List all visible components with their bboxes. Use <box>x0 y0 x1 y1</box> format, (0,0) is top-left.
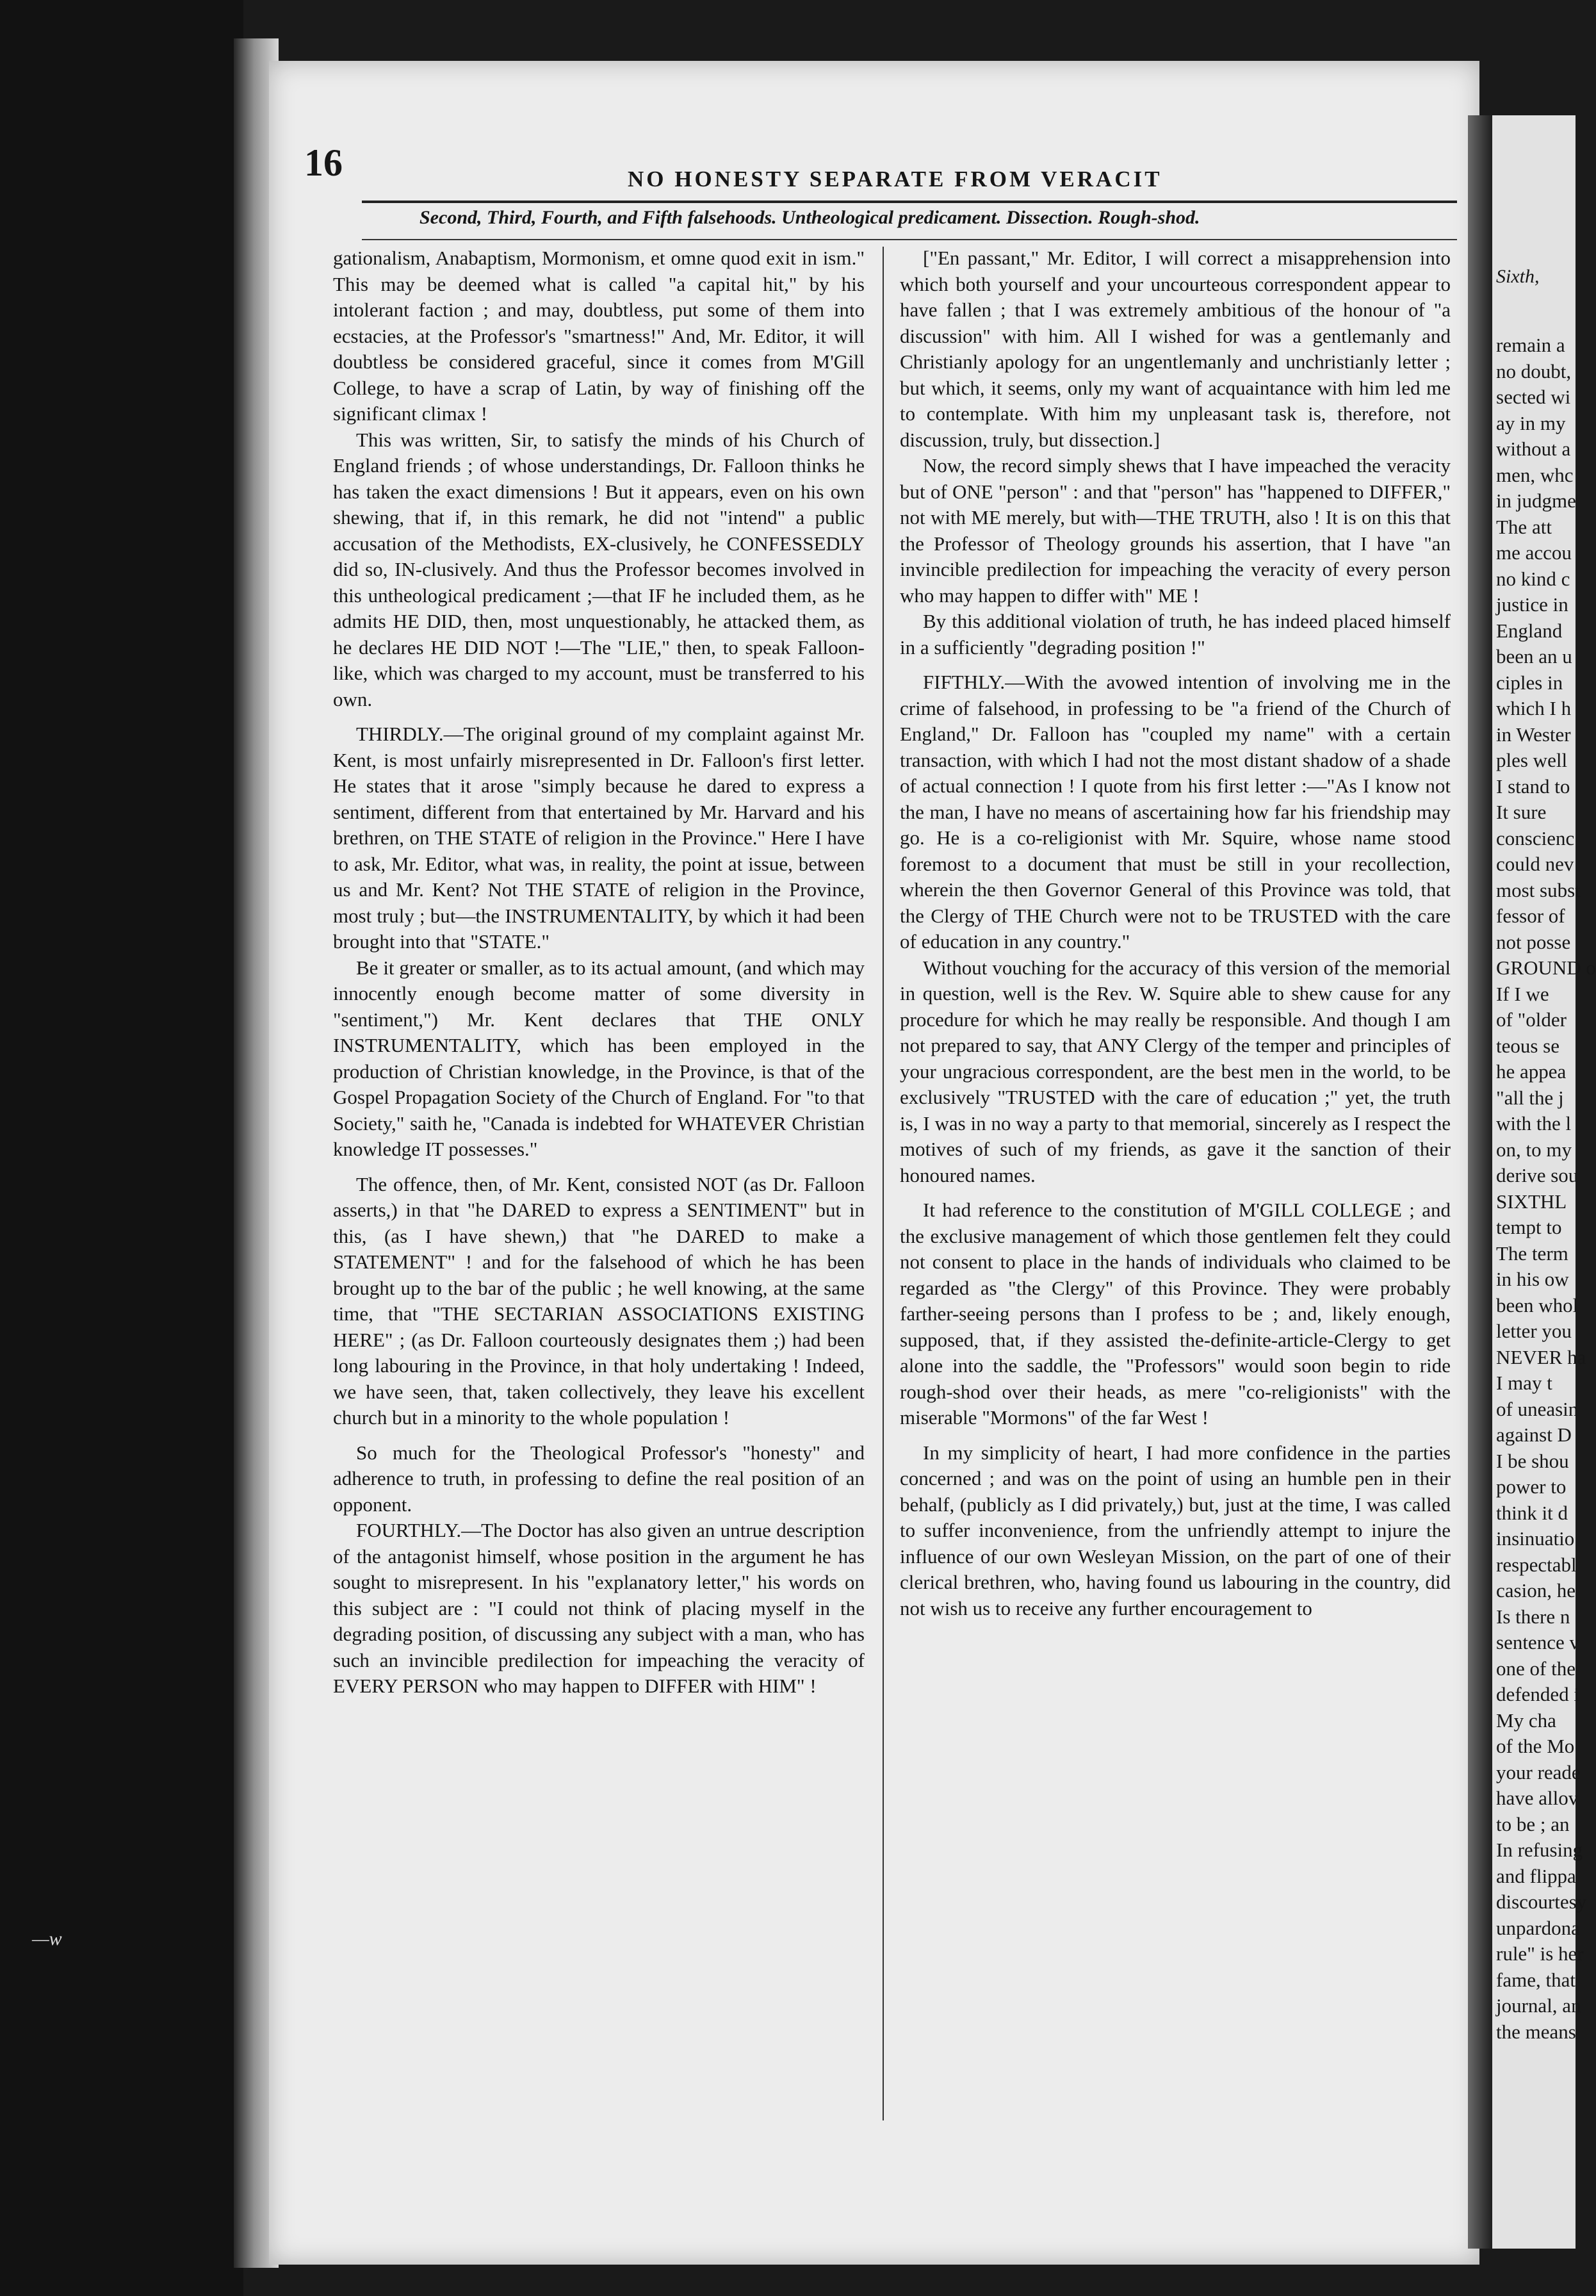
column-rule <box>883 247 884 2120</box>
facing-page-line: of the Mo <box>1496 1735 1575 1757</box>
facing-page-line: which I h <box>1496 697 1572 719</box>
facing-page-line: to be ; an <box>1496 1812 1570 1835</box>
paragraph: This was written, Sir, to satisfy the minds of his Church of England friends ; of whose understandings, Dr. Falloon thinks he has taken the exact dimensions ! But it appears, even on his own shewing, that if, in this remark, he did not "intend" a public accusation of the Methodists, EX-clusively, he CONFESSEDLY did so, IN-clusively. And thus the Professor becomes involved in this untheological predicament ;—that IF he included them, as he admits HE DID, then, most unquestionably, he attacked them, as he declares HE DID NOT !—The "LIE," then, to speak Falloon-like, which was charged to my account, must be transferred to his own. <box>333 428 865 710</box>
facing-page-line: justice in <box>1496 593 1568 616</box>
facing-page-lines <box>1492 332 1596 2045</box>
facing-page-line: fame, that <box>1496 1968 1576 1991</box>
facing-page-line: me accou <box>1496 541 1572 564</box>
facing-page-line: your reade <box>1496 1760 1581 1784</box>
facing-page-line: ciples in <box>1496 671 1563 694</box>
paragraph: ["En passant," Mr. Editor, I will correct a misapprehension into which both yourself and your uncourteous correspondent appear to have fallen ; that I was extremely ambitious of the honour of "a discussion" with him. All I wished for was a gentlemanly and Christianly apology for an ungentlemanly and unchristianly letter ; but which, it seems, only my want of acquaintance with him led me to contemplate. With him my unpleasant task is, therefore, not discussion, truly, but dissection.] <box>900 247 1451 451</box>
facing-page-line: Is there n <box>1496 1605 1570 1628</box>
paragraph: The offence, then, of Mr. Kent, consisted NOT (as Dr. Falloon asserts,) in that "he DARED to express a SENTIMENT" but in this, (as I have shewn,) that "he DARED to make a STATEMENT" ! and for the falsehood of which he has been brought up to the bar of the public ; he well knowing, at the same time, that "THE SECTARIAN ASSOCIATIONS EXISTING HERE" ; (as Dr. Falloon courteously designates them ;) had been long labouring in the Province, in that holy undertaking ! Indeed, we have seen, that, taken collectively, they leave his excellent church but in a minority to the whole population ! <box>333 1172 865 1429</box>
facing-page-line: on, to my <box>1496 1138 1572 1161</box>
facing-page-line: been an u <box>1496 645 1572 668</box>
facing-page-line: could nev <box>1496 853 1574 875</box>
facing-page-line: conscienc <box>1496 826 1575 849</box>
running-head: NO HONESTY SEPARATE FROM VERACIT <box>628 167 1162 192</box>
facing-page-line: I may t <box>1496 1372 1552 1394</box>
facing-page-line: no kind c <box>1496 567 1570 590</box>
paragraph: Without vouching for the accuracy of this version of the memorial in question, well is the Rev. W. Squire able to shew cause for any procedure for which he may really be responsible. And though I am not prepared to say, that ANY Clergy of the temper and principles of your ungracious correspondent, are the best men in the world, to be exclusively "TRUSTED with the care of education ;" yet, the truth is, I was in no way a party to that memorial, sincerely as I respect the motives of such of my friends, as gave it the sanction of their honoured names. <box>900 956 1451 1186</box>
facing-page-line: not posse <box>1496 930 1571 953</box>
facing-page-line: men, whc <box>1496 463 1574 486</box>
left-column <box>333 245 865 1700</box>
facing-page-line: think it d <box>1496 1501 1568 1524</box>
subhead-rule <box>362 239 1457 240</box>
paragraph: Be it greater or smaller, as to its actual amount, (and which may innocently enough become matter of some diversity in "sentiment,") Mr. Kent declares that THE ONLY INSTRUMENTALITY, which has been employed in the production of Christian knowledge, in the Province, is that of the Gospel Propagation Society of the Church of England. For "to that Society," saith he, "Canada is indebted for WHATEVER Christian knowledge IT possesses." <box>333 956 865 1160</box>
page-subhead: Second, Third, Fourth, and Fifth falsehoods. Untheological predicament. Dissection. Rough-shod. <box>419 207 1200 228</box>
facing-page-line: SIXTHL <box>1496 1190 1567 1213</box>
facing-page-line: of uneasin <box>1496 1397 1579 1420</box>
margin-note: —w <box>32 1928 62 1949</box>
facing-page-line: power to <box>1496 1475 1567 1498</box>
header-rule <box>362 201 1457 203</box>
paragraph: Now, the record simply shews that I have impeached the veracity but of ONE "person" : and that "person" has "happened to DIFFER," not with ME merely, but with—THE TRUTH, also ! It is on this that the Professor of Theology grounds his assertion, that I have "an invincible predilection for impeaching the veracity of every person who may happen to differ with" ME ! <box>900 454 1451 607</box>
facing-page-line: "all the j <box>1496 1086 1564 1109</box>
facing-page-line: If I we <box>1496 982 1549 1005</box>
facing-page-line: in Wester <box>1496 723 1571 746</box>
paragraph: By this additional violation of truth, he has indeed placed himself in a sufficiently "degrading position !" <box>900 610 1451 659</box>
facing-page-line: in judgme <box>1496 489 1576 512</box>
facing-page-line: ay in my <box>1496 411 1566 434</box>
facing-page-line: NEVER ha <box>1496 1345 1586 1368</box>
facing-page-line: one of the <box>1496 1657 1576 1680</box>
facing-page-line: against D <box>1496 1423 1572 1446</box>
facing-page-line: I stand to <box>1496 775 1570 798</box>
facing-page-line: fessor of <box>1496 905 1565 927</box>
facing-page-line: tempt to <box>1496 1216 1562 1238</box>
facing-page-line: remain a <box>1496 334 1565 356</box>
facing-page-line: discourtesy <box>1496 1890 1587 1913</box>
facing-page-line: he appea <box>1496 1060 1567 1083</box>
dark-margin <box>0 0 243 2296</box>
facing-page-line: no doubt, <box>1496 359 1572 382</box>
facing-page-line: unpardona <box>1496 1916 1580 1939</box>
facing-page-line: and flippa <box>1496 1864 1576 1887</box>
facing-page-line: sentence v <box>1496 1631 1579 1653</box>
facing-page-line: derive sou <box>1496 1164 1579 1186</box>
facing-page-line: with the l <box>1496 1112 1572 1135</box>
page-number: 16 <box>304 142 343 184</box>
paragraph: It had reference to the constitution of M'GILL COLLEGE ; and the exclusive management of which those gentlemen felt they could not consent to place in the hands of individuals who claimed to be regarded as "the Clergy" of this Province. They were probably farther-seeing persons than I profess to be ; and, likely enough, supposed, that, if they assisted the-definite-article-Clergy to get alone into the saddle, the "Professors" would soon begin to ride rough-shod over their heads, as mere "co-religionists" with the miserable "Mormons" of the far West ! <box>900 1199 1451 1429</box>
facing-page-line: ples well <box>1496 749 1568 771</box>
page-gutter-shadow <box>1468 115 1494 2249</box>
facing-page-line: My cha <box>1496 1709 1556 1732</box>
facing-page-line: in his ow <box>1496 1268 1569 1290</box>
right-column <box>900 245 1451 1621</box>
facing-page-line: rule" is her <box>1496 1942 1584 1965</box>
paragraph: FOURTHLY.—The Doctor has also given an untrue description of the antagonist himself, whose position in the argument he has sought to misrepresent. In his "explanatory letter," his words on this subject are : "I could not think of placing myself in the degrading position, of discussing any subject with a man, who has such an invincible predilection for impeaching the veracity of EVERY PERSON who may happen to DIFFER with HIM" ! <box>333 1519 865 1697</box>
facing-page-line: teous se <box>1496 1034 1560 1057</box>
facing-page-line: of "older <box>1496 1008 1567 1031</box>
paragraph: THIRDLY.—The original ground of my complaint against Mr. Kent, is most unfairly misrepresented in Dr. Falloon's first letter. He states that it arose "simply because he dared to express a sentiment, different from that entertained by Mr. Harvard and his brethren, on THE STATE of religion in the Province." Here I have to ask, Mr. Editor, what was, in reality, the point at issue, between us and Mr. Kent? Not THE STATE of religion in the Province, most truly ; but—the INSTRUMENTALITY, by which it had been brought into that "STATE." <box>333 723 865 953</box>
paragraph: FIFTHLY.—With the avowed intention of involving me in the crime of falsehood, in professing to be "a friend of the Church of England," Dr. Falloon has "coupled my name" with a certain transaction, with which I had not the most distant shadow of a shade of actual connection ! I quote from his first letter :—"As I know not the man, I have no means of ascertaining how far his friendship may go. He is a co-religionist with Mr. Squire, whose name stood foremost to a document that must be still in your recollection, wherein the then Governor General of this Province was told, that the Clergy of THE Church were not to be TRUSTED with the care of education in any country." <box>900 671 1451 953</box>
facing-page-line: most subst <box>1496 878 1581 901</box>
facing-page-line: England <box>1496 619 1563 642</box>
facing-page-line: I be shou <box>1496 1449 1569 1472</box>
book-page <box>269 61 1479 2265</box>
facing-page-line: GROUND o <box>1496 956 1596 979</box>
facing-page-line: have allov <box>1496 1787 1579 1809</box>
facing-page-line: defended i <box>1496 1683 1579 1705</box>
facing-page-fragment <box>1492 115 1596 2249</box>
facing-page-line: insinuatio <box>1496 1527 1575 1550</box>
facing-page-line: casion, he <box>1496 1579 1576 1602</box>
paragraph: In my simplicity of heart, I had more confidence in the parties concerned ; and was on the point of using an humble pen in their behalf, (publicly as I did privately,) but, just at the time, I was called to suffer inconvenience, from the unfriendly attempt to injure the influence of our own Wesleyan Mission, on the part of one of their clerical brethren, who, having found us labouring in the country, did not wish us to receive any further encouragement to <box>900 1441 1451 1620</box>
paragraph: gationalism, Anabaptism, Mormonism, et omne quod exit in ism." This may be deemed what is called "a capital hit," by his intolerant faction ; and may, doubtless, put some of them into ecstacies, at the Professor's "smartness!" And, Mr. Editor, it will doubtless be considered graceful, since it comes from M'Gill College, to have a scrap of Latin, by way of finishing off the significant climax ! <box>333 247 865 425</box>
paragraph: So much for the Theological Professor's "honesty" and adherence to truth, in professing to define the real position of an opponent. <box>333 1441 865 1516</box>
facing-page-subhead: Sixth, <box>1496 266 1540 287</box>
facing-page-line: respectabl <box>1496 1553 1577 1576</box>
facing-page-line: The att <box>1496 515 1552 538</box>
facing-page-line: journal, an <box>1496 1994 1581 2017</box>
facing-page-line: been whol <box>1496 1293 1579 1316</box>
facing-page-line: sected wi <box>1496 386 1571 408</box>
facing-page-line: In refusing <box>1496 1839 1583 1861</box>
facing-page-line: letter you <box>1496 1320 1572 1342</box>
facing-page-line: the means <box>1496 2020 1576 2043</box>
facing-page-line: without a <box>1496 438 1571 460</box>
facing-page-line: It sure <box>1496 801 1547 823</box>
facing-page-line: The term <box>1496 1242 1568 1265</box>
